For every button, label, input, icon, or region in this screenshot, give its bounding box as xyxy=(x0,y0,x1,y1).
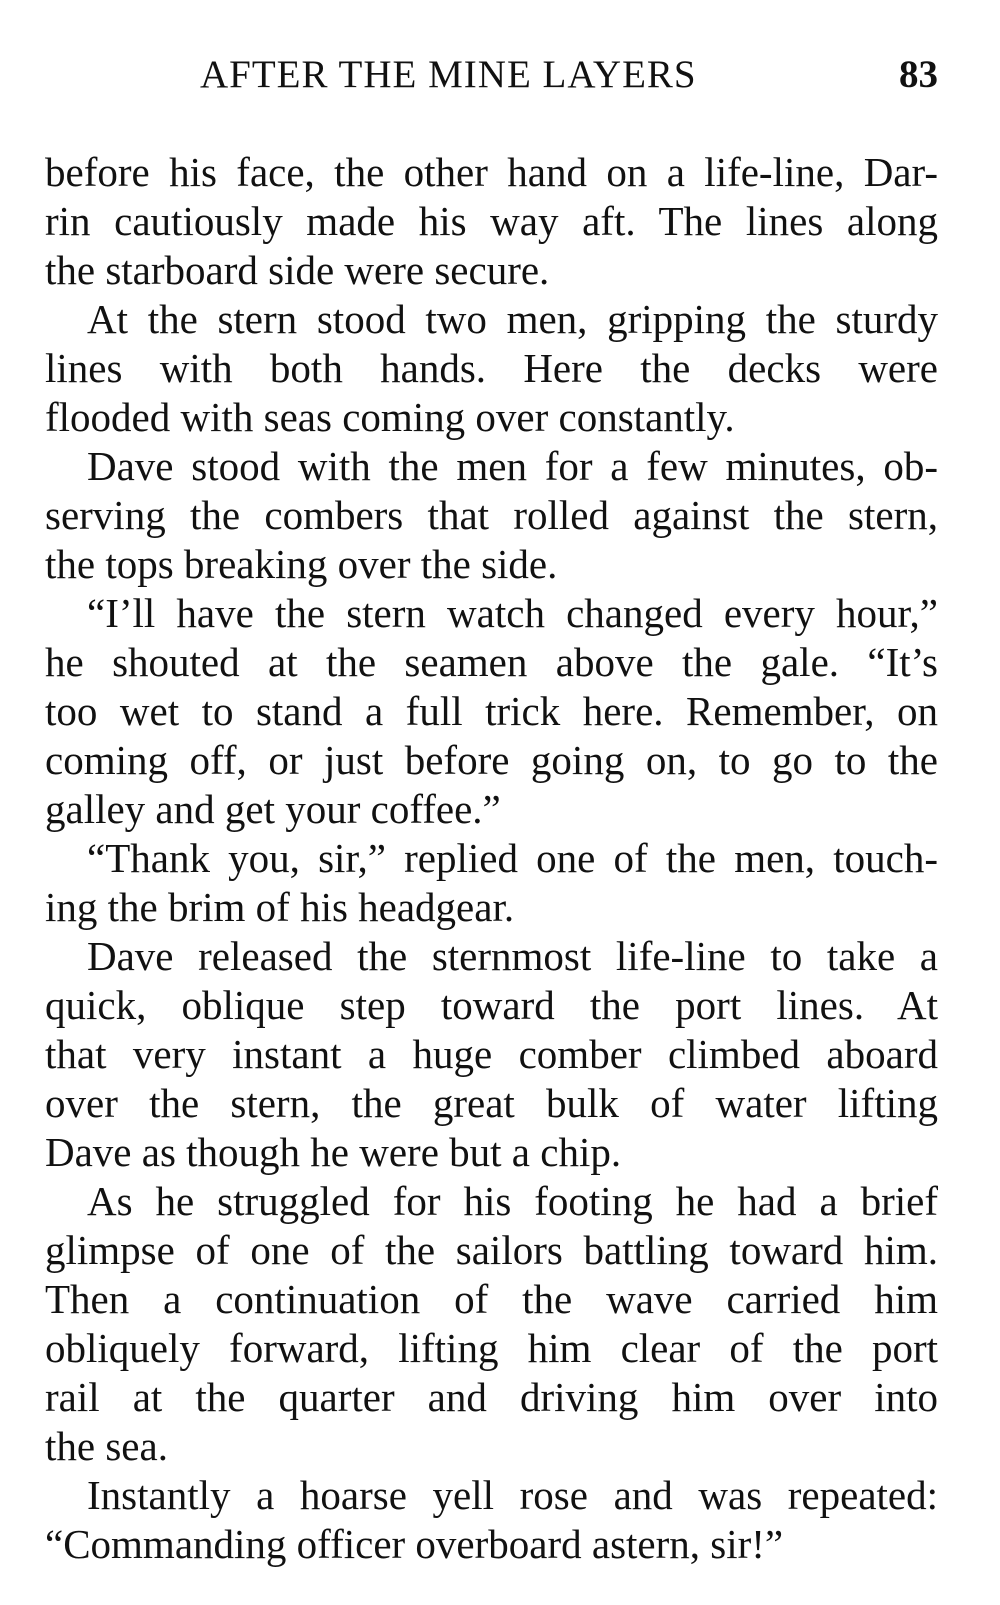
running-title: AFTER THE MINE LAYERS xyxy=(200,53,697,96)
text-line: Dave as though he were but a chip. xyxy=(45,1129,622,1175)
text-line: At the stern stood two men, gripping the sturdy xyxy=(87,296,938,342)
text-line: rail at the quarter and driving him over into xyxy=(45,1374,938,1420)
text-line: “Commanding officer overboard astern, sir!” xyxy=(45,1521,784,1567)
text-line: the starboard side were secure. xyxy=(45,247,550,293)
text-line: he shouted at the seamen above the gale. “It’s xyxy=(45,639,938,685)
body-text xyxy=(45,148,938,1569)
text-line: the sea. xyxy=(45,1423,168,1469)
text-line: “Thank you, sir,” replied one of the men, touch- xyxy=(87,835,938,881)
text-line: “I’ll have the stern watch changed every hour,” xyxy=(87,590,938,636)
text-line: lines with both hands. Here the decks were xyxy=(45,345,938,391)
text-line: Instantly a hoarse yell rose and was repeated: xyxy=(87,1472,938,1518)
text-line: the tops breaking over the side. xyxy=(45,541,558,587)
text-line: flooded with seas coming over constantly. xyxy=(45,394,735,440)
text-line: quick, oblique step toward the port lines. At xyxy=(45,982,938,1028)
text-line: Then a continuation of the wave carried him xyxy=(45,1276,938,1322)
text-line: obliquely forward, lifting him clear of the port xyxy=(45,1325,938,1371)
text-line: before his face, the other hand on a life-line, Dar- xyxy=(45,149,938,195)
text-line: As he struggled for his footing he had a brief xyxy=(87,1178,938,1224)
text-line: over the stern, the great bulk of water lifting xyxy=(45,1080,938,1126)
text-line: that very instant a huge comber climbed aboard xyxy=(45,1031,938,1077)
text-line: galley and get your coffee.” xyxy=(45,786,501,832)
text-line: glimpse of one of the sailors battling toward him. xyxy=(45,1227,938,1273)
text-line: coming off, or just before going on, to go to the xyxy=(45,737,938,783)
text-line: rin cautiously made his way aft. The lines along xyxy=(45,198,938,244)
text-line: serving the combers that rolled against the stern, xyxy=(45,492,938,538)
page-number: 83 xyxy=(899,53,938,96)
text-line: ing the brim of his headgear. xyxy=(45,884,515,930)
text-line: Dave stood with the men for a few minutes, ob- xyxy=(87,443,938,489)
text-line: Dave released the sternmost life-line to take a xyxy=(87,933,938,979)
running-head xyxy=(0,52,1000,102)
text-line: too wet to stand a full trick here. Remember, on xyxy=(45,688,938,734)
